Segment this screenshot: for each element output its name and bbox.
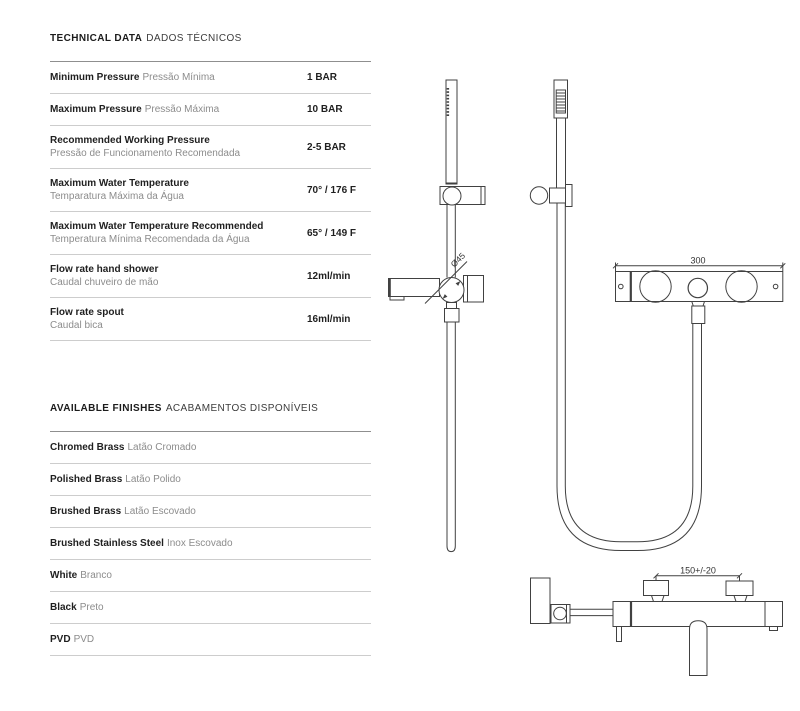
wall-flange bbox=[531, 578, 551, 624]
eccentric-union-right bbox=[726, 581, 753, 602]
technical-drawings bbox=[370, 50, 800, 700]
spec-value: 12ml/min bbox=[307, 270, 351, 282]
finish-row bbox=[50, 559, 371, 591]
spec-row bbox=[50, 61, 371, 93]
technical-data-table bbox=[50, 33, 371, 341]
width-dimension bbox=[613, 256, 785, 272]
spec-label-pt: Caudal bica bbox=[50, 320, 103, 331]
spec-label-en: Maximum Water Temperature bbox=[50, 178, 189, 189]
shower-hose bbox=[557, 204, 702, 551]
spec-label-en: Minimum Pressure bbox=[50, 72, 140, 83]
spec-row bbox=[50, 168, 371, 211]
available-finishes-table bbox=[50, 403, 371, 656]
spout bbox=[389, 279, 440, 297]
finish-label-pt: PVD bbox=[73, 634, 95, 645]
finish-label-en: Brushed Stainless Steel bbox=[50, 538, 164, 549]
available-finishes-title-en: AVAILABLE FINISHES bbox=[50, 403, 162, 414]
spec-value: 70° / 176 F bbox=[307, 184, 357, 196]
finish-row bbox=[50, 463, 371, 495]
spec-label-en: Maximum Pressure bbox=[50, 104, 142, 115]
finish-row bbox=[50, 527, 371, 559]
spec-value: 1 BAR bbox=[307, 72, 338, 83]
wall-holder-plate bbox=[566, 185, 573, 207]
finish-label-pt: Latão Escovado bbox=[124, 506, 196, 517]
dimension-label-diameter: Ø45 bbox=[448, 250, 468, 270]
spec-label-pt: Temparatura Máxima da Água bbox=[50, 191, 184, 202]
drawing-installation-view bbox=[531, 566, 783, 676]
spout-down bbox=[690, 621, 708, 676]
finish-label-en: Brushed Brass bbox=[50, 506, 122, 517]
technical-data-title-en: TECHNICAL DATA bbox=[50, 33, 143, 44]
spec-label-pt: Pressão Mínima bbox=[142, 72, 215, 83]
spec-value: 10 BAR bbox=[307, 104, 343, 115]
eccentric-union-left bbox=[644, 581, 669, 602]
spec-label-pt: Pressão Máxima bbox=[144, 104, 220, 115]
spec-value: 16ml/min bbox=[307, 313, 351, 325]
spec-row bbox=[50, 254, 371, 297]
wall-holder-bracket bbox=[550, 188, 566, 203]
spec-label-en: Recommended Working Pressure bbox=[50, 135, 210, 146]
available-finishes-title bbox=[50, 403, 371, 431]
finish-label-pt: Latão Cromado bbox=[127, 442, 197, 453]
spec-value: 65° / 149 F bbox=[307, 227, 357, 239]
dimension-label-width: 300 bbox=[690, 255, 706, 266]
spec-label-en: Flow rate spout bbox=[50, 307, 124, 318]
hose-nut bbox=[692, 306, 705, 324]
dimension-label-spacing: 150+/-20 bbox=[680, 565, 716, 576]
wall-holder-knob bbox=[530, 187, 547, 204]
spec-row bbox=[50, 93, 371, 125]
spec-label-pt: Caudal chuveiro de mão bbox=[50, 277, 159, 288]
technical-data-title-pt: DADOS TÉCNICOS bbox=[146, 33, 242, 44]
hose-outlet bbox=[688, 278, 707, 297]
diverter-pin bbox=[617, 627, 622, 642]
holder-knob-side bbox=[554, 607, 567, 620]
spec-value: 2-5 BAR bbox=[307, 141, 346, 153]
finish-label-en: PVD bbox=[50, 634, 71, 645]
spec-label-pt: Pressão de Funcionamento Recomendada bbox=[50, 148, 241, 159]
finish-row bbox=[50, 431, 371, 463]
finish-label-pt: Branco bbox=[80, 570, 112, 581]
end-cap bbox=[765, 602, 783, 627]
finish-label-pt: Inox Escovado bbox=[166, 538, 233, 549]
finish-label-en: Chromed Brass bbox=[50, 442, 125, 453]
finish-label-en: Black bbox=[50, 602, 77, 613]
finish-row bbox=[50, 591, 371, 623]
spec-label-pt: Temperatura Mínima Recomendada da Água bbox=[50, 234, 250, 245]
mixer-body-side bbox=[613, 602, 765, 627]
spec-label-en: Maximum Water Temperature Recommended bbox=[50, 221, 264, 232]
drawing-hand-shower-front-view bbox=[530, 80, 701, 551]
finish-row bbox=[50, 495, 371, 527]
spec-row bbox=[50, 125, 371, 168]
finish-label-en: White bbox=[50, 570, 78, 581]
drawing-shower-column-side-view bbox=[389, 80, 486, 552]
spray-face bbox=[556, 90, 565, 113]
drawing-mixer-bar-view bbox=[613, 256, 785, 324]
spec-row bbox=[50, 211, 371, 254]
spout-aerator bbox=[390, 297, 404, 301]
technical-data-title bbox=[50, 33, 371, 61]
finish-label-pt: Latão Polido bbox=[125, 474, 181, 485]
available-finishes-title-pt: ACABAMENTOS DISPONÍVEIS bbox=[165, 403, 319, 414]
holder-knob bbox=[443, 187, 461, 205]
spacing-dimension bbox=[654, 566, 743, 581]
mixer-knob bbox=[464, 276, 484, 303]
finish-label-pt: Preto bbox=[79, 602, 104, 613]
finish-row bbox=[50, 623, 371, 655]
spec-label-en: Flow rate hand shower bbox=[50, 264, 159, 275]
end-nub bbox=[770, 627, 778, 631]
spec-row bbox=[50, 297, 371, 340]
finish-label-en: Polished Brass bbox=[50, 474, 123, 485]
